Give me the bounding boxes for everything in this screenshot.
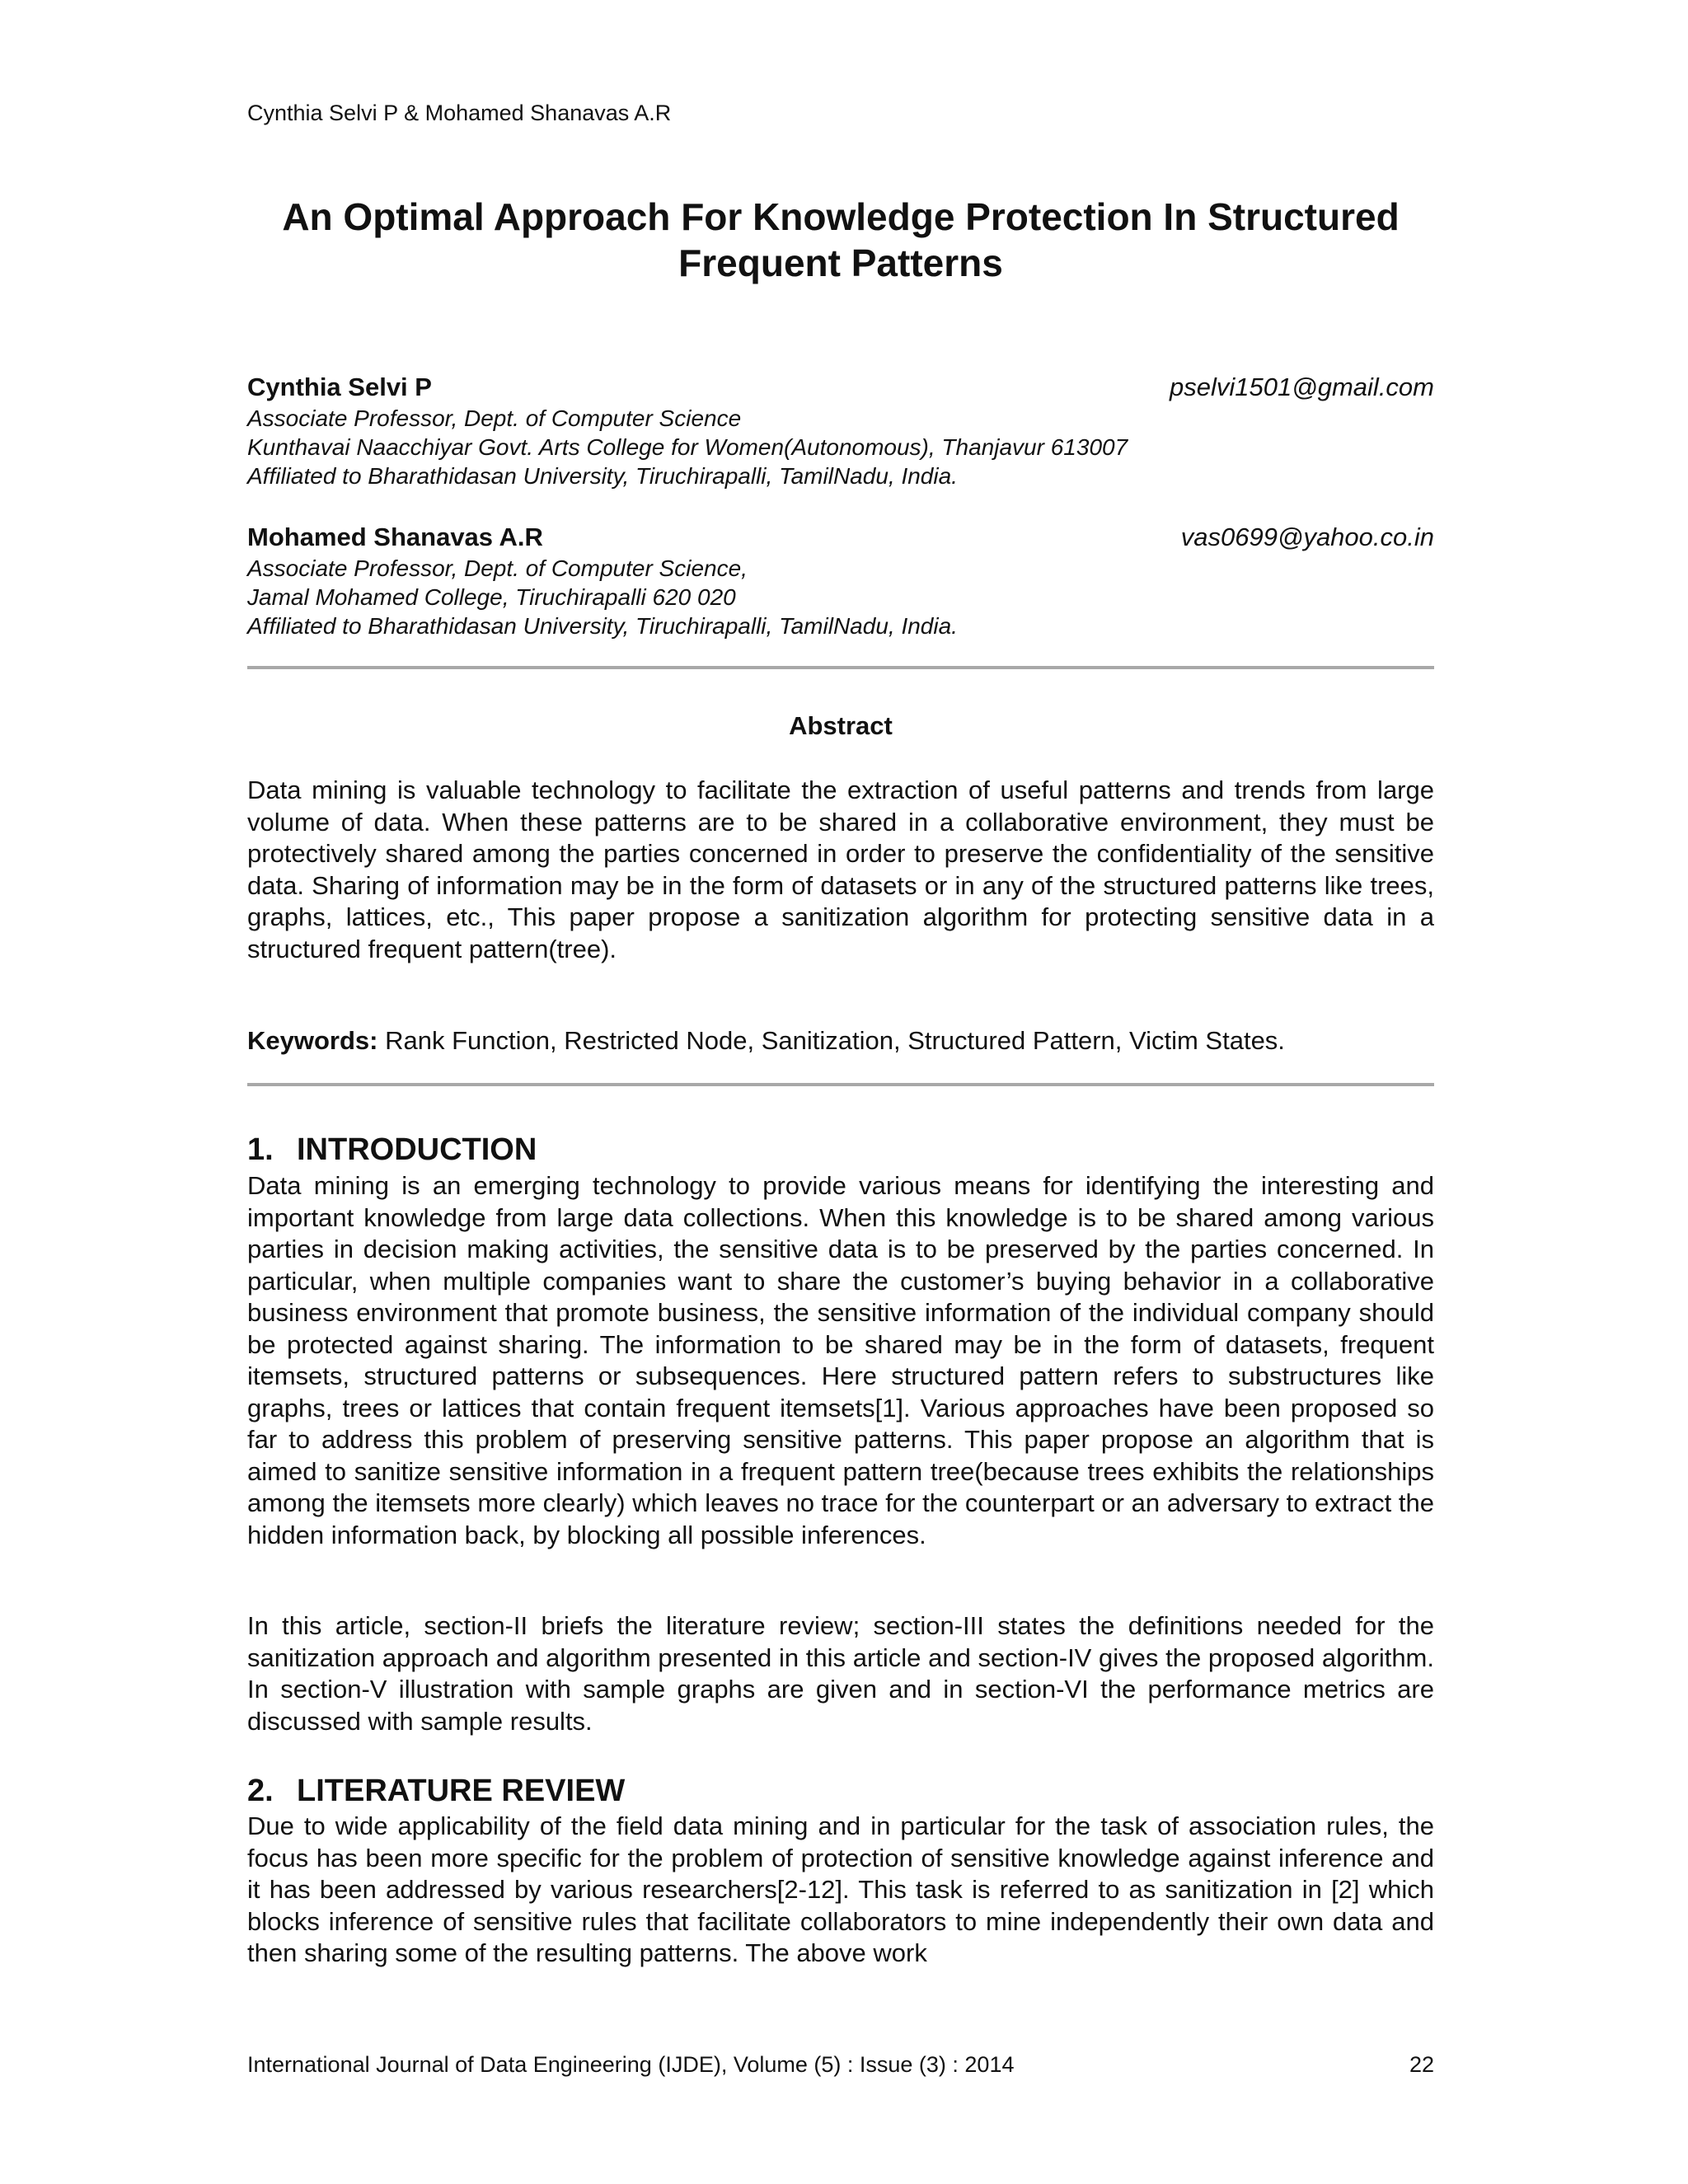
divider <box>247 1083 1434 1086</box>
paper-page <box>247 0 1434 2184</box>
author-name: Mohamed Shanavas A.R <box>247 523 543 551</box>
section-title: LITERATURE REVIEW <box>297 1774 626 1808</box>
author-affiliation-line: Affiliated to Bharathidasan University, Tiruchirapalli, TamilNadu, India. <box>247 613 958 639</box>
introduction-paragraph-2: In this article, section-II briefs the literature review; section-III states the definitions needed for the sanitization approach and algorithm presented in this article and section-IV gives the proposed algorithm. In section-V illustration with sample graphs are given and in section-VI the performance metrics are discussed with sample results. <box>247 1611 1434 1736</box>
keywords <box>247 1025 1434 1057</box>
author-email[interactable]: pselvi1501@gmail.com <box>1170 373 1434 401</box>
author-block-1 <box>247 373 1434 490</box>
title-line-2: Frequent Patterns <box>678 241 1003 284</box>
section-title: INTRODUCTION <box>297 1132 537 1167</box>
paper-title <box>247 194 1434 286</box>
section-heading-literature-review <box>247 1773 625 1809</box>
running-head: Cynthia Selvi P & Mohamed Shanavas A.R <box>247 101 672 125</box>
title-line-1: An Optimal Approach For Knowledge Protection In Structured <box>282 195 1400 238</box>
author-affiliation-line: Kunthavai Naacchiyar Govt. Arts College for Women(Autonomous), Thanjavur 613007 <box>247 434 1128 460</box>
author-affiliation-line: Associate Professor, Dept. of Computer Science <box>247 405 742 431</box>
divider <box>247 666 1434 669</box>
keywords-label: Keywords: <box>247 1026 378 1055</box>
introduction-paragraph-1: Data mining is an emerging technology to provide various means for identifying the interesting and important knowledge from large data collections. When this knowledge is to be shared among various parties in decision making activities, the sensitive data is to be preserved by the parties concerned. In particular, when multiple companies want to share the customer’s buying behavior in a collaborative business environment that promote business, the sensitive information of the individual company should be protected against sharing. The information to be shared may be in the form of datasets, frequent itemsets, structured patterns or subsequences. Here structured pattern refers to substructures like graphs, trees or lattices that contain frequent itemsets[1]. Various approaches have been proposed so far to address this problem of preserving sensitive patterns. This paper propose an algorithm that is aimed to sanitize sensitive information in a frequent pattern tree(because trees exhibits the relationships among the itemsets more clearly) which leaves no trace for the counterpart or an adversary to extract the hidden information back, by blocking all possible inferences. <box>247 1171 1434 1549</box>
author-affiliation-line: Affiliated to Bharathidasan University, Tiruchirapalli, TamilNadu, India. <box>247 463 958 489</box>
abstract-text: Data mining is valuable technology to facilitate the extraction of useful patterns and trends from large volume of data. When these patterns are to be shared in a collaborative environment, they must be protectively shared among the parties concerned in order to preserve the confidentiality of the sensitive data. Sharing of information may be in the form of datasets or in any of the structured patterns like trees, graphs, lattices, etc., This paper propose a sanitization algorithm for protecting sensitive data in a structured frequent pattern(tree). <box>247 776 1434 963</box>
section-number: 1. <box>247 1132 274 1167</box>
abstract-heading: Abstract <box>789 711 893 740</box>
author-block-2 <box>247 523 1434 640</box>
section-number: 2. <box>247 1774 274 1808</box>
author-affiliation-line: Associate Professor, Dept. of Computer Science, <box>247 555 748 581</box>
section-heading-introduction <box>247 1132 537 1168</box>
author-email[interactable]: vas0699@yahoo.co.in <box>1180 523 1434 551</box>
literature-review-paragraph-1: Due to wide applicability of the field data mining and in particular for the task of association rules, the focus has been more specific for the problem of protection of sensitive knowledge against inference and it has been addressed by various researchers[2-12]. This task is referred to as sanitization in [2] which blocks inference of sensitive rules that facilitate collaborators to mine independently their own data and then sharing some of the resulting patterns. The above work <box>247 1811 1434 1967</box>
keywords-list: Rank Function, Restricted Node, Sanitization, Structured Pattern, Victim States. <box>377 1026 1285 1055</box>
author-affiliation-line: Jamal Mohamed College, Tiruchirapalli 620 020 <box>247 584 736 610</box>
footer-journal: International Journal of Data Engineering (IJDE), Volume (5) : Issue (3) : 2014 <box>247 2052 1015 2077</box>
page-number: 22 <box>1409 2052 1434 2077</box>
author-name: Cynthia Selvi P <box>247 373 432 401</box>
